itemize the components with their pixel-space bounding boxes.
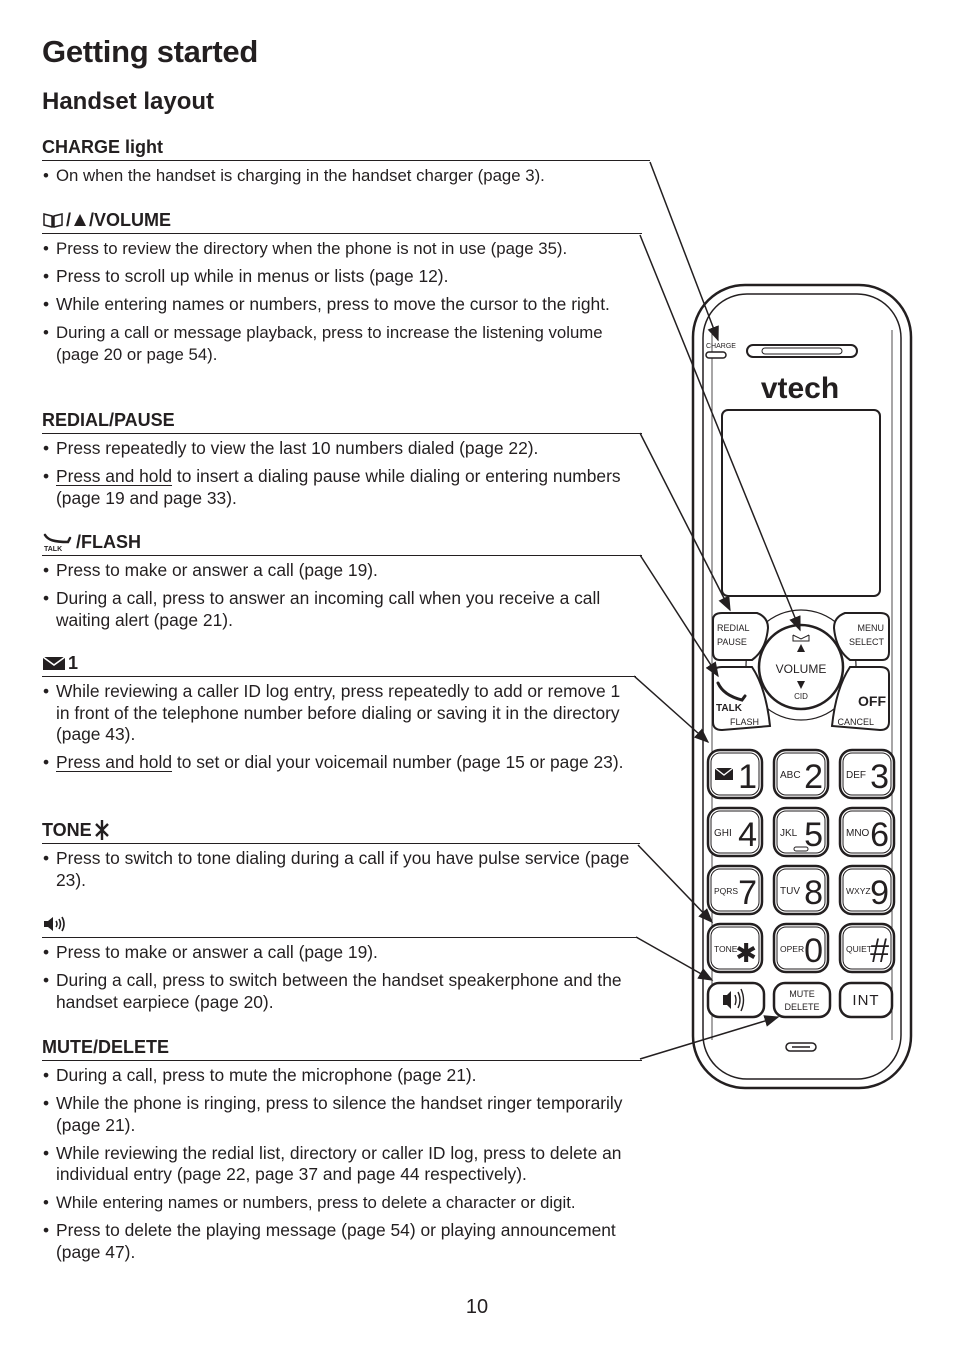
key-3[interactable] bbox=[840, 750, 894, 798]
tone-heading-text: TONE bbox=[42, 820, 92, 840]
cancel-label: CANCEL bbox=[837, 717, 874, 727]
list-item: • Press to delete the playing message (page 54) or playing announcement (page 47). bbox=[42, 1220, 642, 1263]
mute-label: MUTE bbox=[789, 989, 815, 999]
volume-label: VOLUME bbox=[775, 662, 827, 676]
page-number: 10 bbox=[465, 1296, 489, 1318]
list-item: • During a call or message playback, press to increase the listening volume (page 20 or page 54). bbox=[42, 322, 642, 365]
press-and-hold-text: Press and hold bbox=[56, 752, 173, 772]
delete-label: DELETE bbox=[784, 1002, 820, 1012]
volume-heading-text: /VOLUME bbox=[89, 210, 172, 230]
list-item-text: to set or dial your voicemail number (page 15 or page 23). bbox=[176, 752, 624, 772]
page-subtitle: Handset layout bbox=[42, 88, 215, 115]
key-4[interactable] bbox=[708, 808, 762, 856]
key-digit: 3 bbox=[870, 758, 889, 796]
select-label: SELECT bbox=[848, 637, 884, 647]
off-label: OFF bbox=[858, 693, 886, 709]
int-label: INT bbox=[852, 992, 880, 1009]
voicemail-heading-text: 1 bbox=[68, 653, 79, 673]
list-item: • During a call, press to answer an incoming call when you receive a call waiting alert (page 21). bbox=[42, 588, 642, 631]
section-heading: / /VOLUME bbox=[42, 208, 642, 232]
key-letters: ABC bbox=[780, 770, 801, 781]
charge-light bbox=[706, 352, 726, 358]
pause-label: PAUSE bbox=[717, 637, 747, 647]
key-pound[interactable] bbox=[840, 924, 894, 972]
key-digit: 0 bbox=[804, 932, 823, 970]
page-title: Getting started bbox=[42, 34, 258, 69]
key-8[interactable] bbox=[774, 866, 828, 914]
key-7[interactable] bbox=[708, 866, 762, 914]
key-letters: GHI bbox=[714, 828, 732, 839]
key-letters: TONE bbox=[714, 944, 738, 954]
key-digit: 8 bbox=[804, 874, 823, 912]
menu-label: MENU bbox=[857, 623, 884, 633]
list-item: • Press to switch to tone dialing during a call if you have pulse service (page 23). bbox=[42, 848, 640, 891]
flash-label: FLASH bbox=[730, 717, 760, 727]
key-letters: MNO bbox=[846, 828, 870, 839]
list-item: • Press to make or answer a call (page 19). bbox=[42, 560, 642, 582]
list-item: • During a call, press to mute the microphone (page 21). bbox=[42, 1065, 642, 1087]
charge-label: CHARGE bbox=[706, 343, 736, 350]
key-digit: ✱ bbox=[735, 938, 757, 968]
brand-logo: vtech bbox=[760, 372, 840, 405]
list-item: • Press to review the directory when the phone is not in use (page 35). bbox=[42, 238, 642, 260]
key-6[interactable] bbox=[840, 808, 894, 856]
key-digit: 6 bbox=[870, 816, 889, 854]
display-screen bbox=[722, 410, 880, 596]
list-item: • While the phone is ringing, press to silence the handset ringer temporarily (page 21). bbox=[42, 1093, 642, 1136]
key-letters: QUIET bbox=[846, 944, 872, 954]
key-letters: DEF bbox=[846, 770, 866, 781]
list-item: • While reviewing the redial list, directory or caller ID log, press to delete an individual entry (page 22, page 37 and page 44 respectively). bbox=[42, 1143, 642, 1186]
key-digit: 5 bbox=[804, 816, 823, 854]
cid-label: CID bbox=[794, 692, 808, 701]
flash-heading-text: /FLASH bbox=[76, 532, 141, 552]
key-digit: 2 bbox=[804, 758, 823, 796]
list-item: • Press to scroll up while in menus or lists (page 12). bbox=[42, 266, 642, 288]
key-letters: WXYZ bbox=[846, 886, 871, 896]
section-heading: CHARGE light bbox=[42, 137, 163, 157]
key-digit: # bbox=[870, 932, 889, 970]
redial-label: REDIAL bbox=[717, 623, 750, 633]
key-0[interactable] bbox=[774, 924, 828, 972]
section-heading: MUTE/DELETE bbox=[42, 1037, 170, 1057]
list-item: • While entering names or numbers, press to delete a character or digit. bbox=[42, 1192, 642, 1214]
key-star[interactable] bbox=[708, 924, 762, 972]
key-9[interactable] bbox=[840, 866, 894, 914]
key-digit: 9 bbox=[870, 874, 889, 912]
section-heading: REDIAL/PAUSE bbox=[42, 410, 175, 430]
list-item: • On when the handset is charging in the handset charger (page 3). bbox=[42, 165, 650, 187]
key-digit: 7 bbox=[738, 874, 757, 912]
key-digit: 4 bbox=[738, 816, 757, 854]
list-item-text: to insert a dialing pause while dialing or entering numbers (page 19 and page 33). bbox=[56, 466, 621, 508]
key-1[interactable] bbox=[708, 750, 762, 798]
press-and-hold-text: Press and hold bbox=[56, 466, 173, 486]
list-item: • While entering names or numbers, press to move the cursor to the right. bbox=[42, 294, 642, 316]
key-letters: OPER bbox=[780, 944, 805, 954]
key-digit: 1 bbox=[738, 758, 757, 796]
list-item: • Press to make or answer a call (page 19). bbox=[42, 942, 638, 964]
list-item: • During a call, press to switch between the handset speakerphone and the handset earpiece (page 20). bbox=[42, 970, 638, 1013]
key-5[interactable] bbox=[774, 808, 828, 856]
key-letters: JKL bbox=[780, 828, 798, 839]
list-item: • Press repeatedly to view the last 10 numbers dialed (page 22). bbox=[42, 438, 642, 460]
key-2[interactable] bbox=[774, 750, 828, 798]
key-letters: TUV bbox=[780, 886, 800, 897]
key-letters: PQRS bbox=[714, 886, 739, 896]
list-item: • While reviewing a caller ID log entry, press repeatedly to add or remove 1 in front of the telephone number before dialing or saving it in the directory (page 43). bbox=[42, 681, 636, 746]
talk-key-label: TALK bbox=[716, 703, 742, 714]
talk-label: TALK bbox=[44, 546, 63, 552]
